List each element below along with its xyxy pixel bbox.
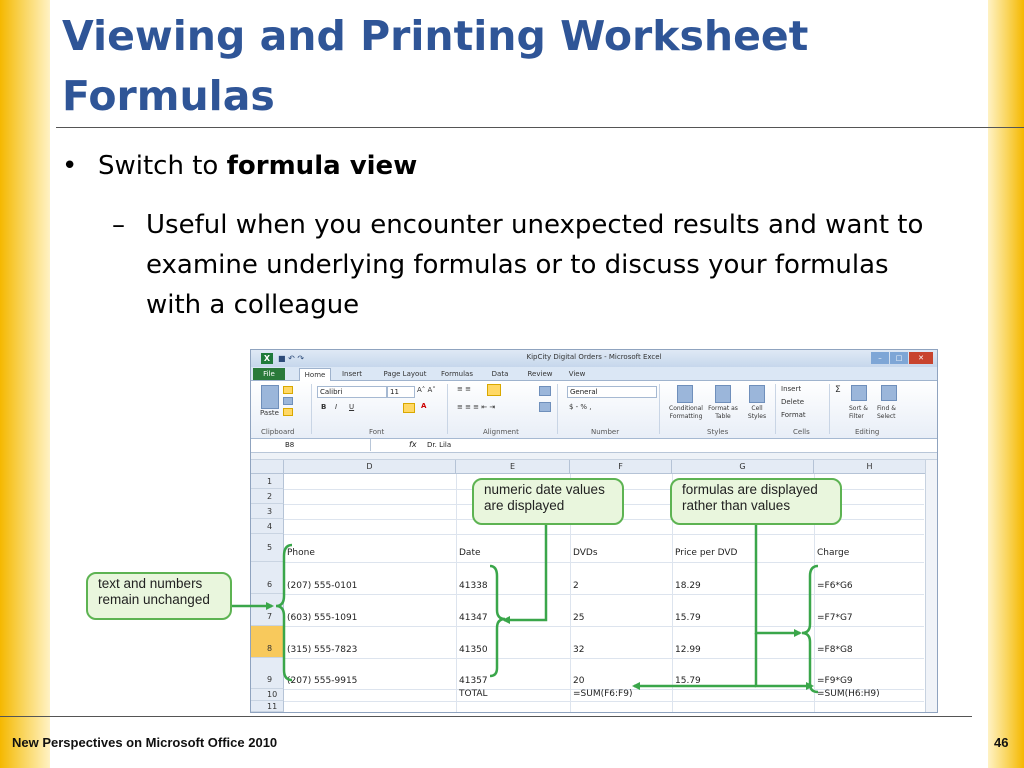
cell-g5[interactable]: Price per DVD bbox=[675, 548, 738, 558]
delete-cells-button[interactable]: Delete bbox=[781, 398, 804, 406]
window-controls bbox=[870, 352, 933, 364]
callout-text-numbers bbox=[86, 572, 232, 620]
title-divider bbox=[56, 127, 1024, 128]
callout-date-line2: are displayed bbox=[484, 498, 565, 513]
cell-h5[interactable]: Charge bbox=[817, 548, 850, 558]
format-painter-icon[interactable] bbox=[283, 408, 293, 416]
align-top-icon[interactable]: ≡ ≡ bbox=[457, 385, 471, 393]
cell-f7[interactable]: 25 bbox=[573, 613, 585, 623]
excel-titlebar bbox=[251, 350, 937, 367]
underline-icon[interactable]: U bbox=[349, 403, 355, 411]
font-color-icon[interactable]: A bbox=[421, 402, 427, 410]
row-header[interactable]: 5 bbox=[251, 534, 284, 562]
ribbon-separator bbox=[311, 384, 312, 434]
cell-f10[interactable]: =SUM(F6:F9) bbox=[573, 689, 633, 699]
cell-styles-icon[interactable] bbox=[749, 385, 765, 403]
cell-e6[interactable]: 41338 bbox=[459, 581, 488, 591]
grow-font-icon[interactable]: A˄ A˅ bbox=[417, 386, 436, 394]
cell-f6[interactable]: 2 bbox=[573, 581, 579, 591]
row-header[interactable]: 6 bbox=[251, 562, 284, 594]
sort-filter-icon[interactable] bbox=[851, 385, 867, 401]
cell-g6[interactable]: 18.29 bbox=[675, 581, 701, 591]
callout-date-values bbox=[472, 478, 624, 525]
cell-e5[interactable]: Date bbox=[459, 548, 481, 558]
paste-icon[interactable] bbox=[261, 385, 279, 409]
excel-screenshot bbox=[250, 349, 938, 713]
column-header-g[interactable]: G bbox=[672, 460, 814, 474]
ribbon-separator bbox=[659, 384, 660, 434]
tab-page-layout[interactable]: Page Layout bbox=[383, 370, 427, 378]
wrap-text-icon[interactable] bbox=[487, 384, 501, 396]
cell-g7[interactable]: 15.79 bbox=[675, 613, 701, 623]
tab-review[interactable]: Review bbox=[527, 370, 553, 378]
row-header[interactable]: 11 bbox=[251, 701, 284, 712]
vertical-scrollbar[interactable] bbox=[925, 460, 937, 712]
bullet-dash: – bbox=[112, 210, 125, 240]
align-left-icon[interactable]: ≡ ≡ ≡ ⇤ ⇥ bbox=[457, 403, 496, 411]
format-cells-button[interactable]: Format bbox=[781, 411, 806, 419]
row-gridline bbox=[284, 701, 924, 702]
excel-window-title: KipCity Digital Orders - Microsoft Excel bbox=[526, 353, 662, 361]
save-icon[interactable]: ■ bbox=[278, 354, 286, 363]
row-gridline bbox=[284, 594, 924, 595]
row-header[interactable]: 10 bbox=[251, 689, 284, 701]
group-number-label: Number bbox=[591, 428, 620, 436]
name-box[interactable]: B8 bbox=[251, 439, 371, 451]
ribbon-tabs bbox=[251, 367, 937, 381]
cell-f8[interactable]: 32 bbox=[573, 645, 585, 655]
footer-divider bbox=[0, 716, 972, 717]
close-icon[interactable]: ✕ bbox=[909, 352, 933, 364]
tab-data[interactable]: Data bbox=[491, 370, 509, 378]
insert-cells-button[interactable]: Insert bbox=[781, 385, 802, 393]
footer-course-title: New Perspectives on Microsoft Office 2010 bbox=[12, 735, 278, 750]
column-header-h[interactable]: H bbox=[814, 460, 926, 474]
group-cells-label: Cells bbox=[793, 428, 810, 436]
bullet-1-prefix: Switch to bbox=[98, 151, 227, 181]
cut-icon[interactable] bbox=[283, 386, 293, 394]
bullet-1-bold: formula view bbox=[226, 151, 418, 181]
right-gold-edge bbox=[988, 0, 1024, 768]
callout-formulas bbox=[670, 478, 842, 525]
cell-d9[interactable]: (207) 555-9915 bbox=[287, 676, 358, 686]
group-styles-label: Styles bbox=[707, 428, 729, 436]
cell-h10[interactable]: =SUM(H6:H9) bbox=[817, 689, 880, 699]
callout-formulas-line1: formulas are displayed bbox=[682, 482, 818, 497]
group-editing-label: Editing bbox=[855, 428, 880, 436]
cell-styles-label[interactable]: Cell Styles bbox=[747, 405, 767, 420]
cell-e9[interactable]: 41357 bbox=[459, 676, 488, 686]
cell-d8[interactable]: (315) 555-7823 bbox=[287, 645, 358, 655]
ribbon-separator bbox=[829, 384, 830, 434]
callout-date-line1: numeric date values bbox=[484, 482, 605, 497]
bold-icon[interactable]: B bbox=[321, 403, 327, 411]
formula-input[interactable]: Dr. Lila bbox=[427, 441, 452, 449]
undo-icon[interactable]: ↶ bbox=[288, 354, 295, 363]
cell-d7[interactable]: (603) 555-1091 bbox=[287, 613, 358, 623]
row-header[interactable]: 1 bbox=[251, 474, 284, 489]
column-header-e[interactable]: E bbox=[456, 460, 570, 474]
minimize-icon[interactable]: – bbox=[871, 352, 889, 364]
cell-d6[interactable]: (207) 555-0101 bbox=[287, 581, 358, 591]
conditional-formatting-label[interactable]: Conditional Formatting bbox=[669, 405, 703, 420]
bullet-level-2 bbox=[112, 205, 942, 325]
row-gridline bbox=[284, 658, 924, 659]
fx-icon[interactable]: fx bbox=[409, 440, 417, 449]
orientation-icon[interactable] bbox=[539, 386, 551, 396]
cell-d5[interactable]: Phone bbox=[287, 548, 315, 558]
row-header[interactable]: 7 bbox=[251, 594, 284, 626]
group-clipboard-label: Clipboard bbox=[261, 428, 295, 436]
page-number: 46 bbox=[994, 735, 1009, 750]
group-font-label: Font bbox=[369, 428, 385, 436]
callout-text-line2: remain unchanged bbox=[98, 592, 210, 607]
cell-e10[interactable]: TOTAL bbox=[459, 689, 488, 699]
fill-color-icon[interactable] bbox=[403, 403, 415, 413]
find-select-icon[interactable] bbox=[881, 385, 897, 401]
cell-e7[interactable]: 41347 bbox=[459, 613, 488, 623]
ribbon bbox=[251, 381, 937, 439]
formula-bar-divider bbox=[251, 453, 937, 460]
number-format-box[interactable]: General bbox=[567, 386, 657, 398]
font-name-box[interactable]: Calibri bbox=[317, 386, 387, 398]
merge-icon[interactable] bbox=[539, 402, 551, 412]
row-header-active[interactable]: 8 bbox=[251, 626, 284, 658]
formula-bar bbox=[251, 439, 937, 453]
format-table-label[interactable]: Format as Table bbox=[708, 405, 738, 420]
row-header[interactable]: 4 bbox=[251, 519, 284, 534]
tab-insert[interactable]: Insert bbox=[341, 370, 363, 378]
tab-formulas[interactable]: Formulas bbox=[441, 370, 473, 378]
row-gridline bbox=[284, 626, 924, 627]
cell-f5[interactable]: DVDs bbox=[573, 548, 598, 558]
autosum-icon[interactable]: Σ bbox=[835, 385, 841, 395]
group-alignment-label: Alignment bbox=[483, 428, 519, 436]
row-header[interactable]: 2 bbox=[251, 489, 284, 504]
cell-h8[interactable]: =F8*G8 bbox=[817, 645, 853, 655]
cell-f9[interactable]: 20 bbox=[573, 676, 585, 686]
italic-icon[interactable]: I bbox=[335, 403, 338, 411]
cell-h7[interactable]: =F7*G7 bbox=[817, 613, 853, 623]
left-gold-edge bbox=[0, 0, 50, 768]
bullet-2-text: Useful when you encounter unexpected results and want to examine underlying formulas or to discuss your formulas with a colleague bbox=[146, 210, 924, 320]
sort-filter-label[interactable]: Sort & Filter bbox=[849, 405, 868, 420]
ribbon-separator bbox=[447, 384, 448, 434]
tab-home[interactable]: Home bbox=[299, 368, 331, 381]
number-format-buttons[interactable]: $ - % , bbox=[569, 403, 592, 411]
select-all-corner[interactable] bbox=[251, 460, 284, 474]
find-select-label[interactable]: Find & Select bbox=[877, 405, 896, 420]
row-gridline bbox=[284, 562, 924, 563]
tab-file[interactable]: File bbox=[253, 368, 285, 380]
row-header[interactable]: 3 bbox=[251, 504, 284, 519]
row-gridline bbox=[284, 534, 924, 535]
slide-title: Viewing and Printing Worksheet Formulas bbox=[62, 12, 809, 120]
copy-icon[interactable] bbox=[283, 397, 293, 405]
cell-e8[interactable]: 41350 bbox=[459, 645, 488, 655]
excel-logo-icon: X bbox=[261, 353, 273, 364]
tab-view[interactable]: View bbox=[568, 370, 586, 378]
redo-icon[interactable]: ↷ bbox=[297, 354, 305, 363]
paste-label: Paste bbox=[260, 409, 279, 417]
conditional-formatting-icon[interactable] bbox=[677, 385, 693, 403]
cell-g9[interactable]: 15.79 bbox=[675, 676, 701, 686]
ribbon-separator bbox=[775, 384, 776, 434]
maximize-icon[interactable]: □ bbox=[890, 352, 908, 364]
font-size-box[interactable]: 11 bbox=[387, 386, 415, 398]
callout-formulas-line2: rather than values bbox=[682, 498, 791, 513]
column-header-f[interactable]: F bbox=[570, 460, 672, 474]
callout-text-line1: text and numbers bbox=[98, 576, 203, 591]
ribbon-separator bbox=[557, 384, 558, 434]
bullet-dot: • bbox=[62, 151, 78, 181]
cell-h6[interactable]: =F6*G6 bbox=[817, 581, 853, 591]
format-table-icon[interactable] bbox=[715, 385, 731, 403]
row-header[interactable]: 9 bbox=[251, 658, 284, 689]
bullet-level-1 bbox=[62, 146, 417, 186]
column-header-d[interactable]: D bbox=[284, 460, 456, 474]
cell-g8[interactable]: 12.99 bbox=[675, 645, 701, 655]
column-gridline bbox=[456, 474, 457, 712]
cell-h9[interactable]: =F9*G9 bbox=[817, 676, 853, 686]
